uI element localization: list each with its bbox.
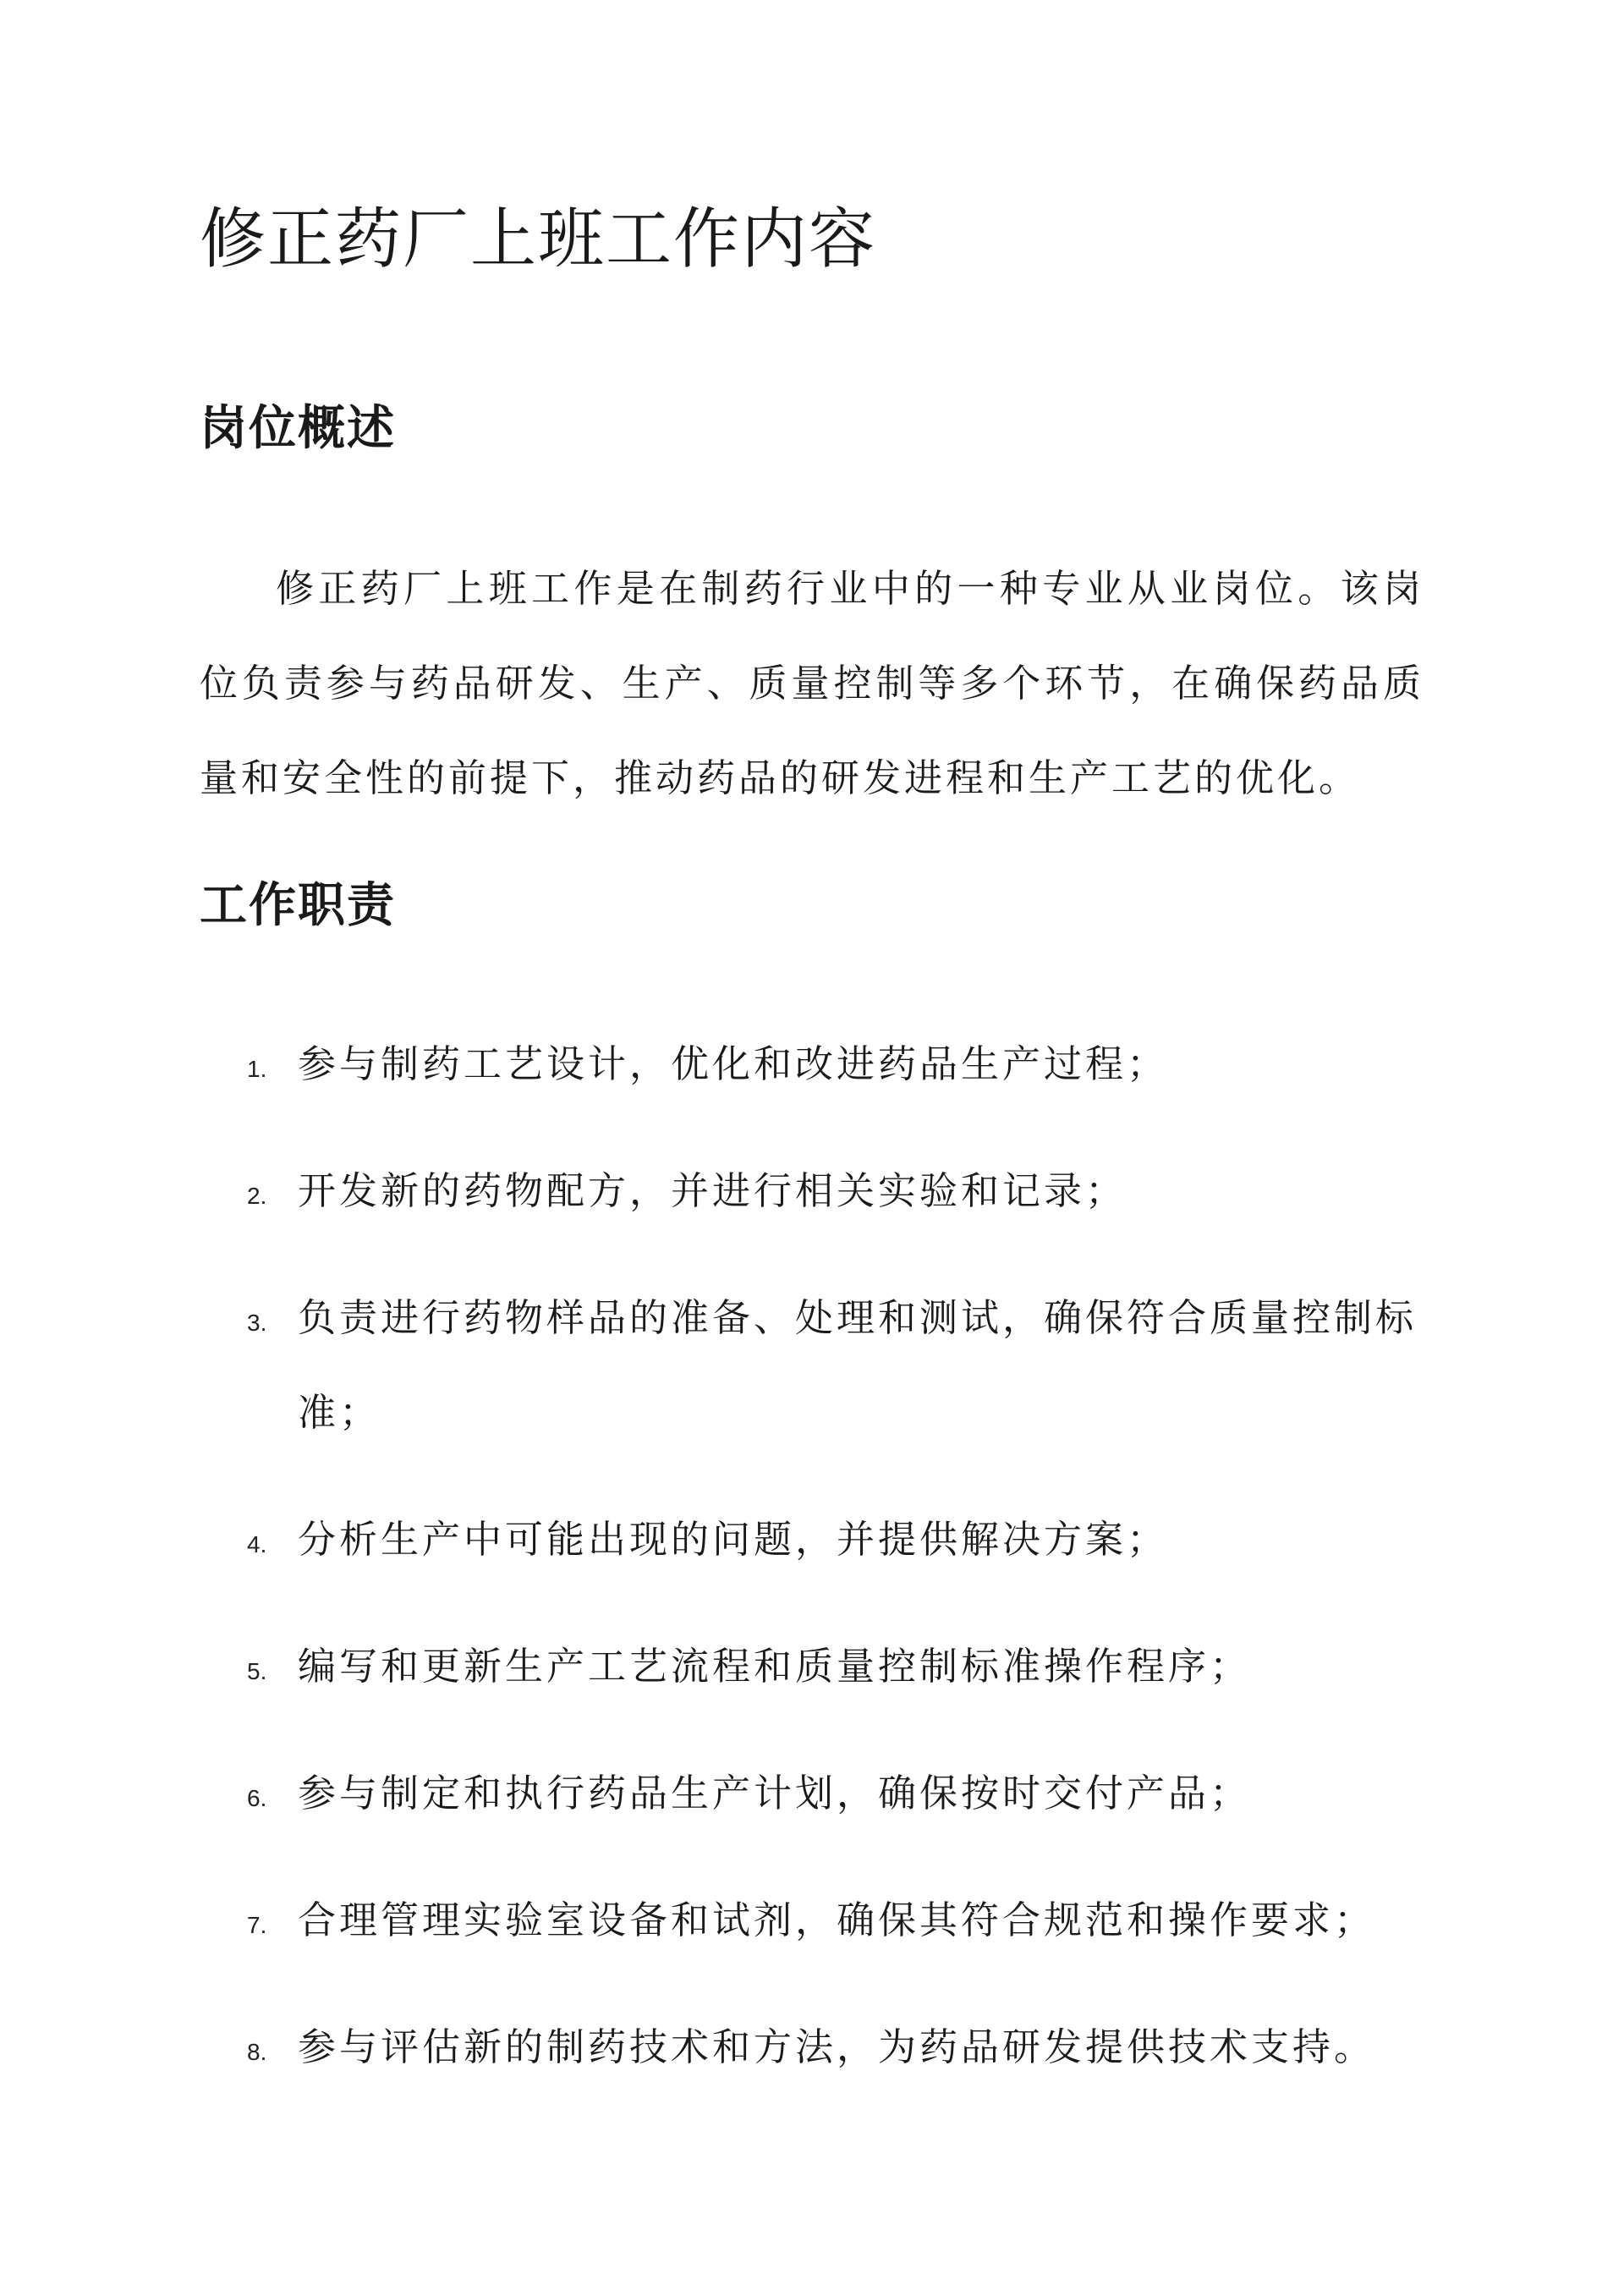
duty-text: 合理管理实验室设备和试剂，确保其符合规范和操作要求； (298, 1898, 1376, 1942)
duty-item-4 (200, 1492, 1431, 1587)
duty-text: 参与评估新的制药技术和方法，为药品研发提供技术支持。 (298, 2024, 1376, 2069)
duty-text: 参与制药工艺设计，优化和改进药品生产过程； (298, 1041, 1169, 1086)
duty-item-8 (200, 2000, 1431, 2095)
duty-item-6 (200, 1746, 1431, 1841)
duty-number: 2. (247, 1183, 267, 1209)
section-heading-duties: 工作职责 (200, 877, 396, 933)
duty-item-1 (200, 1017, 1431, 1112)
duty-item-2 (200, 1144, 1431, 1239)
duty-number: 7. (247, 1912, 267, 1938)
duty-text: 参与制定和执行药品生产计划，确保按时交付产品； (298, 1771, 1252, 1815)
duty-text: 编写和更新生产工艺流程和质量控制标准操作程序； (298, 1644, 1252, 1689)
document-title: 修正药厂上班工作内容 (200, 201, 877, 277)
duty-item-3 (200, 1271, 1431, 1460)
duty-item-7 (200, 1873, 1431, 1968)
duty-text: 开发新的药物配方，并进行相关实验和记录； (298, 1168, 1127, 1213)
duty-number: 4. (247, 1531, 267, 1557)
duty-number: 8. (247, 2039, 267, 2065)
overview-paragraph: 修正药厂上班工作是在制药行业中的一种专业从业岗位。该岗位负责参与药品研发、生产、质量控制等多个环节，在确保药品质量和安全性的前提下，推动药品的研发进程和生产工艺的优化。 (200, 566, 1424, 800)
duty-number: 1. (247, 1056, 267, 1082)
duties-list (200, 1017, 1468, 2127)
duty-number: 3. (247, 1310, 267, 1336)
duty-number: 6. (247, 1785, 267, 1811)
duty-text: 负责进行药物样品的准备、处理和测试，确保符合质量控制标准； (298, 1295, 1418, 1435)
section-heading-overview: 岗位概述 (200, 400, 396, 456)
duty-item-5 (200, 1619, 1431, 1714)
duty-number: 5. (247, 1658, 267, 1684)
duty-text: 分析生产中可能出现的问题，并提供解决方案； (298, 1517, 1169, 1562)
